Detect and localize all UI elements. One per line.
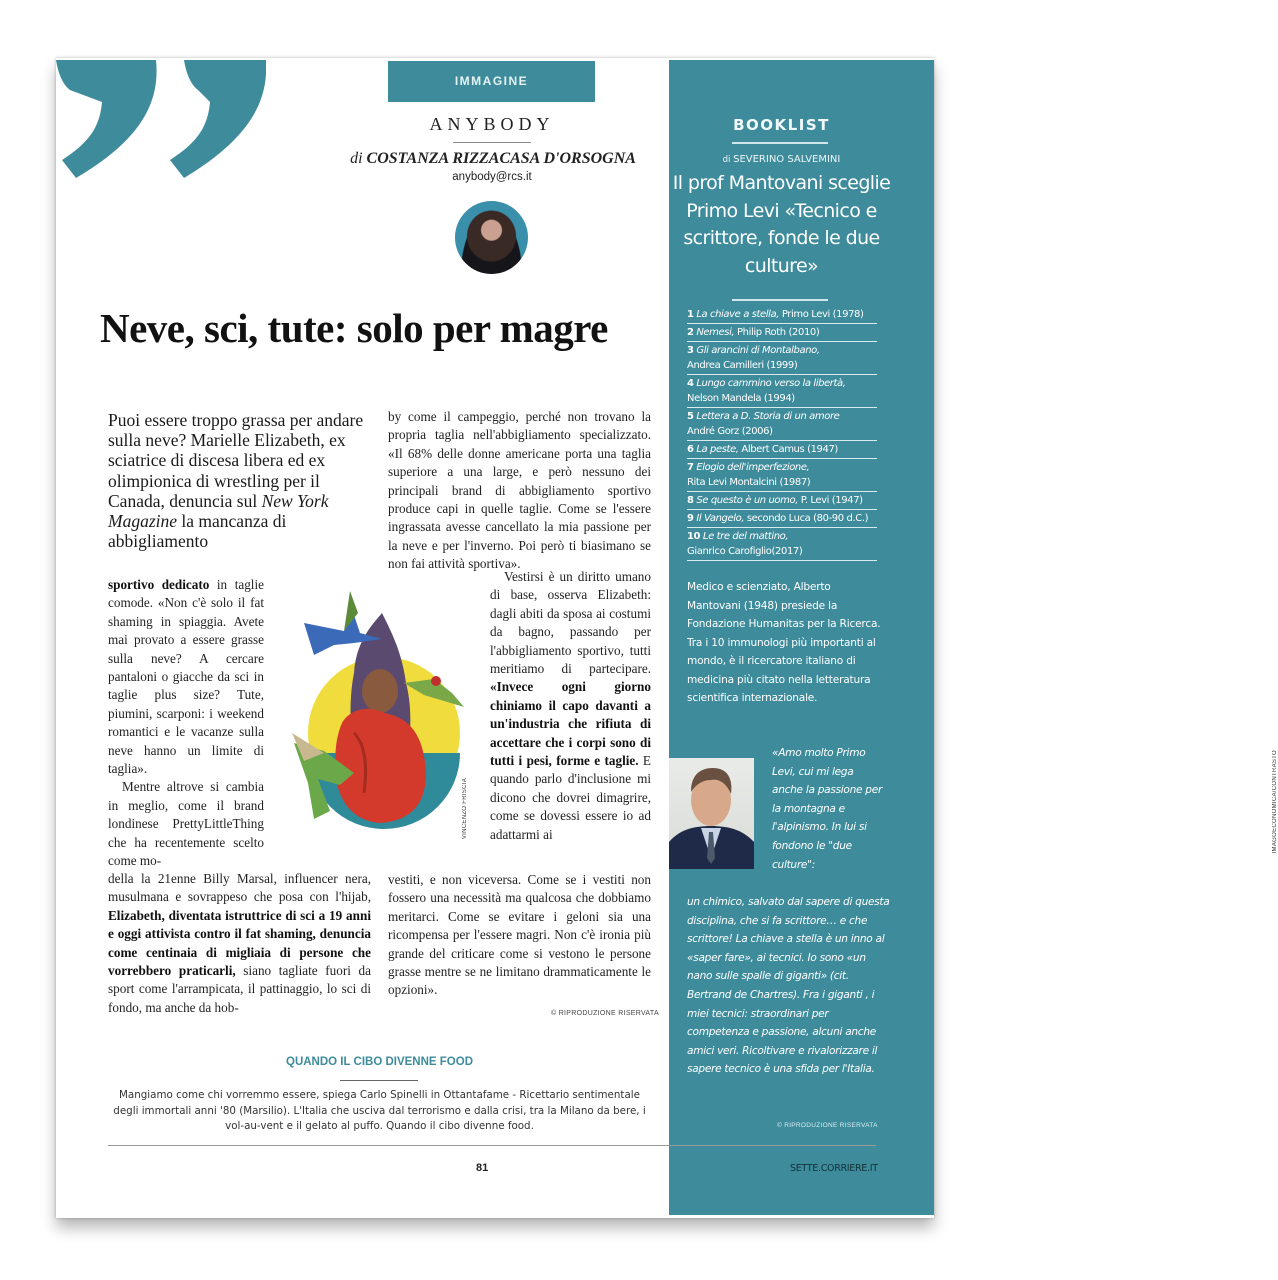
food-box-title: QUANDO IL CIBO DIVENNE FOOD — [286, 1056, 473, 1068]
book-list-item — [687, 342, 877, 375]
book-author: Gianrico Carofiglio(2017) — [687, 546, 803, 557]
book-list-item — [687, 375, 877, 408]
book-title: Gli arancini di Montalbano, — [696, 345, 820, 356]
body-paragraph: vestiti, e non viceversa. Come se i vestiti non fossero una necessità ma qualcosa che dobbiamo meritarci. Come se evitare i geloni sia una ricompensa per l'essere magri. Non c'è ironia più grande del criticare come si vestono le persone grasse mentre se ne limitano drammaticamente le opzioni». — [388, 872, 651, 998]
book-author: Philip Roth (2010) — [734, 327, 820, 338]
book-author: P. Levi (1947) — [797, 495, 863, 506]
book-number: 10 — [687, 531, 701, 542]
mantovani-bio: Medico e scienziato, Alberto Mantovani (1948) presiede la Fondazione Humanitas per la Ricerca. Tra i 10 immunologi più importanti al mondo, è il ricercatore italiano di medicina più citato nella letteratura scientifica internazionale. — [687, 581, 881, 704]
food-box-text: Mangiamo come chi vorremmo essere, spiega Carlo Spinelli in Ottantafame - Ricettario sentimentale degli immortali anni '80 (Marsilio). L'Italia che usciva dal terrorismo e dalla crisi, tra la Milano da bere, i vol-au-vent e il gelato al puffo. Quando il cibo divenne food. — [113, 1089, 646, 1132]
author-avatar — [455, 201, 528, 274]
book-author: Nelson Mandela (1994) — [687, 393, 795, 404]
book-title: Lettera a D. Storia di un amore — [696, 411, 840, 422]
body-paragraph: Mentre altrove si cambia in meglio, come il brand londinese PrettyLittleThing che ha recentemente scelto come mo- — [108, 779, 264, 869]
body-paragraph: by come il campeggio, perché non trovano la propria taglia nell'abbigliamento specializzato. «Il 68% delle donne americane porta una taglia superiore a una large, e però nessuno dei principali brand di abbigliamento sportivo produce capi in quelle taglie. Come se l'essere ingrassata avesse cancellato la mia passione per la neve e per l'inverno. Poi però ti biasimano se non fai attività sportiva». — [388, 409, 651, 572]
lede-text: Puoi essere troppo grassa per andare sulla neve? Marielle Elizabeth, ex sciatrice di discesa libera ed ex olimpionica di wrestling per il Canada, denuncia sul — [108, 410, 364, 511]
book-number: 1 — [687, 309, 694, 320]
book-number: 2 — [687, 327, 694, 338]
body-text: Vestirsi è un diritto umano di base, osserva Elizabeth: dagli abiti da sposa ai costumi da bagno, passando per l'abbigliamento sportivo, tutti meritiamo di partecipare. — [490, 569, 651, 677]
byline-prefix: di — [350, 150, 367, 167]
book-author: Primo Levi (1978) — [779, 309, 864, 320]
book-author: Andrea Camilleri (1999) — [687, 360, 798, 371]
footer-divider — [108, 1145, 876, 1146]
book-list-item — [687, 408, 877, 441]
book-title: Le tre del mattino, — [702, 531, 789, 542]
divider — [732, 142, 828, 144]
article-column-2a — [388, 408, 651, 574]
magazine-page — [56, 58, 1278, 1218]
article-column-2c — [388, 871, 651, 1000]
byline-author: COSTANZA RIZZACASA D'ORSOGNA — [366, 150, 636, 167]
book-list-item — [687, 510, 877, 528]
copyright-notice: © RIPRODUZIONE RISERVATA — [551, 1010, 659, 1017]
book-author: André Gorz (2006) — [687, 426, 773, 437]
byline — [338, 150, 648, 168]
book-author: Albert Camus (1947) — [738, 444, 838, 455]
book-number: 4 — [687, 378, 694, 389]
book-number: 9 — [687, 513, 694, 524]
author-prefix: di — [722, 155, 734, 165]
book-number: 6 — [687, 444, 694, 455]
photo-credit: IMAGOECONOMICA/CONTRASTO — [1272, 750, 1278, 854]
divider — [453, 142, 531, 143]
bold-text: sportivo dedicato — [108, 577, 210, 592]
portrait-photo-drawing — [669, 758, 754, 869]
book-number: 8 — [687, 495, 694, 506]
mantovani-quote-start: «Amo molto Primo Levi, cui mi lega anche la passione per la montagna e l'alpinismo. In lui si fondono le "due culture": — [772, 747, 883, 871]
book-title: Se questo è un uomo, — [696, 495, 798, 506]
page-number: 81 — [476, 1162, 489, 1174]
booklist-headline: Il prof Mantovani sceglie Primo Levi «Tecnico e scrittore, fonde le due culture» — [672, 172, 891, 277]
book-author: secondo Luca (80-90 d.C.) — [744, 513, 869, 524]
bold-text: «Invece ogni giorno chiniamo il capo davanti a un'industria che rifiuta di accettare che i corpi sono di tutti i pesi, forme e taglie. — [490, 679, 651, 769]
section-tag: IMMAGINE — [388, 61, 595, 102]
book-number: 7 — [687, 462, 694, 473]
author-email[interactable]: anybody@rcs.it — [452, 171, 532, 183]
article-column-2b — [490, 568, 651, 844]
book-title: Nemesi, — [696, 327, 735, 338]
illustration-credit: VINCENZO FRISCIA — [462, 778, 468, 840]
book-title: Elogio dell'imperfezione, — [696, 462, 810, 473]
lede-text-end: la mancanza di abbigliamento — [108, 511, 287, 552]
magazine-name: New York Magazine — [108, 490, 329, 532]
article-headline: Neve, sci, tute: solo per magre — [100, 305, 608, 351]
book-number: 5 — [687, 411, 694, 422]
book-list — [687, 306, 877, 561]
book-list-item — [687, 441, 877, 459]
book-title: Lungo cammino verso la libertà, — [696, 378, 846, 389]
article-column-1b — [108, 870, 371, 1017]
book-number: 3 — [687, 345, 694, 356]
booklist-sidebar — [669, 60, 1278, 1215]
mantovani-quote-end: un chimico, salvato dal sapere di questa disciplina, che si fa scrittore… e che scrittore! La chiave a stella è un inno al «saper fare», ai tecnici. Io sono «un nano sulle spalle di giganti» (cit. Bertrand de Chartres). Fra i giganti , i miei tecnici: straordinari per competenza e passione, alcuni anche amici veri. Ricoltivare e rivalorizzare il sapere tecnico è una sfida per l'Italia. — [687, 896, 890, 1076]
divider — [732, 299, 828, 301]
article-column-1a — [108, 576, 264, 871]
rubric-title: ANYBODY — [429, 114, 555, 134]
body-text: in taglie comode. «Non c'è solo il fat shaming in spiaggia. Avete mai provato a essere grasse sulla neve? A cercare pantaloni o giacche da sci in taglie plus size? Tute, piumini, scarponi: i weekend romantici e le vacanze sulla neve hanno un limite di taglia». — [108, 577, 264, 777]
author-name: SEVERINO SALVEMINI — [733, 154, 841, 165]
bold-text: Elizabeth, diventata istruttrice di sci a 19 anni e oggi attivista contro il fat shaming, denuncia come centinaia di migliaia di persone che vorrebbero praticarli, — [108, 907, 371, 979]
book-title: Il Vangelo, — [696, 513, 745, 524]
copyright-notice: © RIPRODUZIONE RISERVATA — [777, 1122, 878, 1129]
hijab-woman-hummingbirds-illustration — [284, 583, 474, 823]
book-title: La peste, — [696, 444, 739, 455]
book-list-item — [687, 492, 877, 510]
article-lede — [108, 410, 378, 551]
book-list-item — [687, 324, 877, 342]
book-list-item — [687, 459, 877, 492]
site-url[interactable]: SETTE.CORRIERE.IT — [790, 1163, 878, 1174]
body-text: della la 21enne Billy Marsal, influencer nera, musulmana e sovrappeso che posa con l'hijab, — [108, 871, 371, 905]
body-text: E quando parlo d'inclusione mi dicono che dovrei dimagrire, come se dovessi essere io ad adattarmi ai — [490, 753, 651, 842]
book-title: La chiave a stella, — [696, 309, 780, 320]
divider — [340, 1080, 418, 1081]
book-author: Rita Levi Montalcini (1987) — [687, 477, 811, 488]
mantovani-portrait-photo — [669, 758, 754, 869]
book-list-item — [687, 306, 877, 324]
quote-marks-icon — [56, 60, 266, 180]
booklist-author — [669, 154, 894, 165]
book-list-item — [687, 528, 877, 561]
body-text: siano tagliate fuori da sport come l'arrampicata, il pattinaggio, lo sci di fondo, ma anche da hob- — [108, 963, 371, 1015]
booklist-title: BOOKLIST — [733, 116, 830, 134]
